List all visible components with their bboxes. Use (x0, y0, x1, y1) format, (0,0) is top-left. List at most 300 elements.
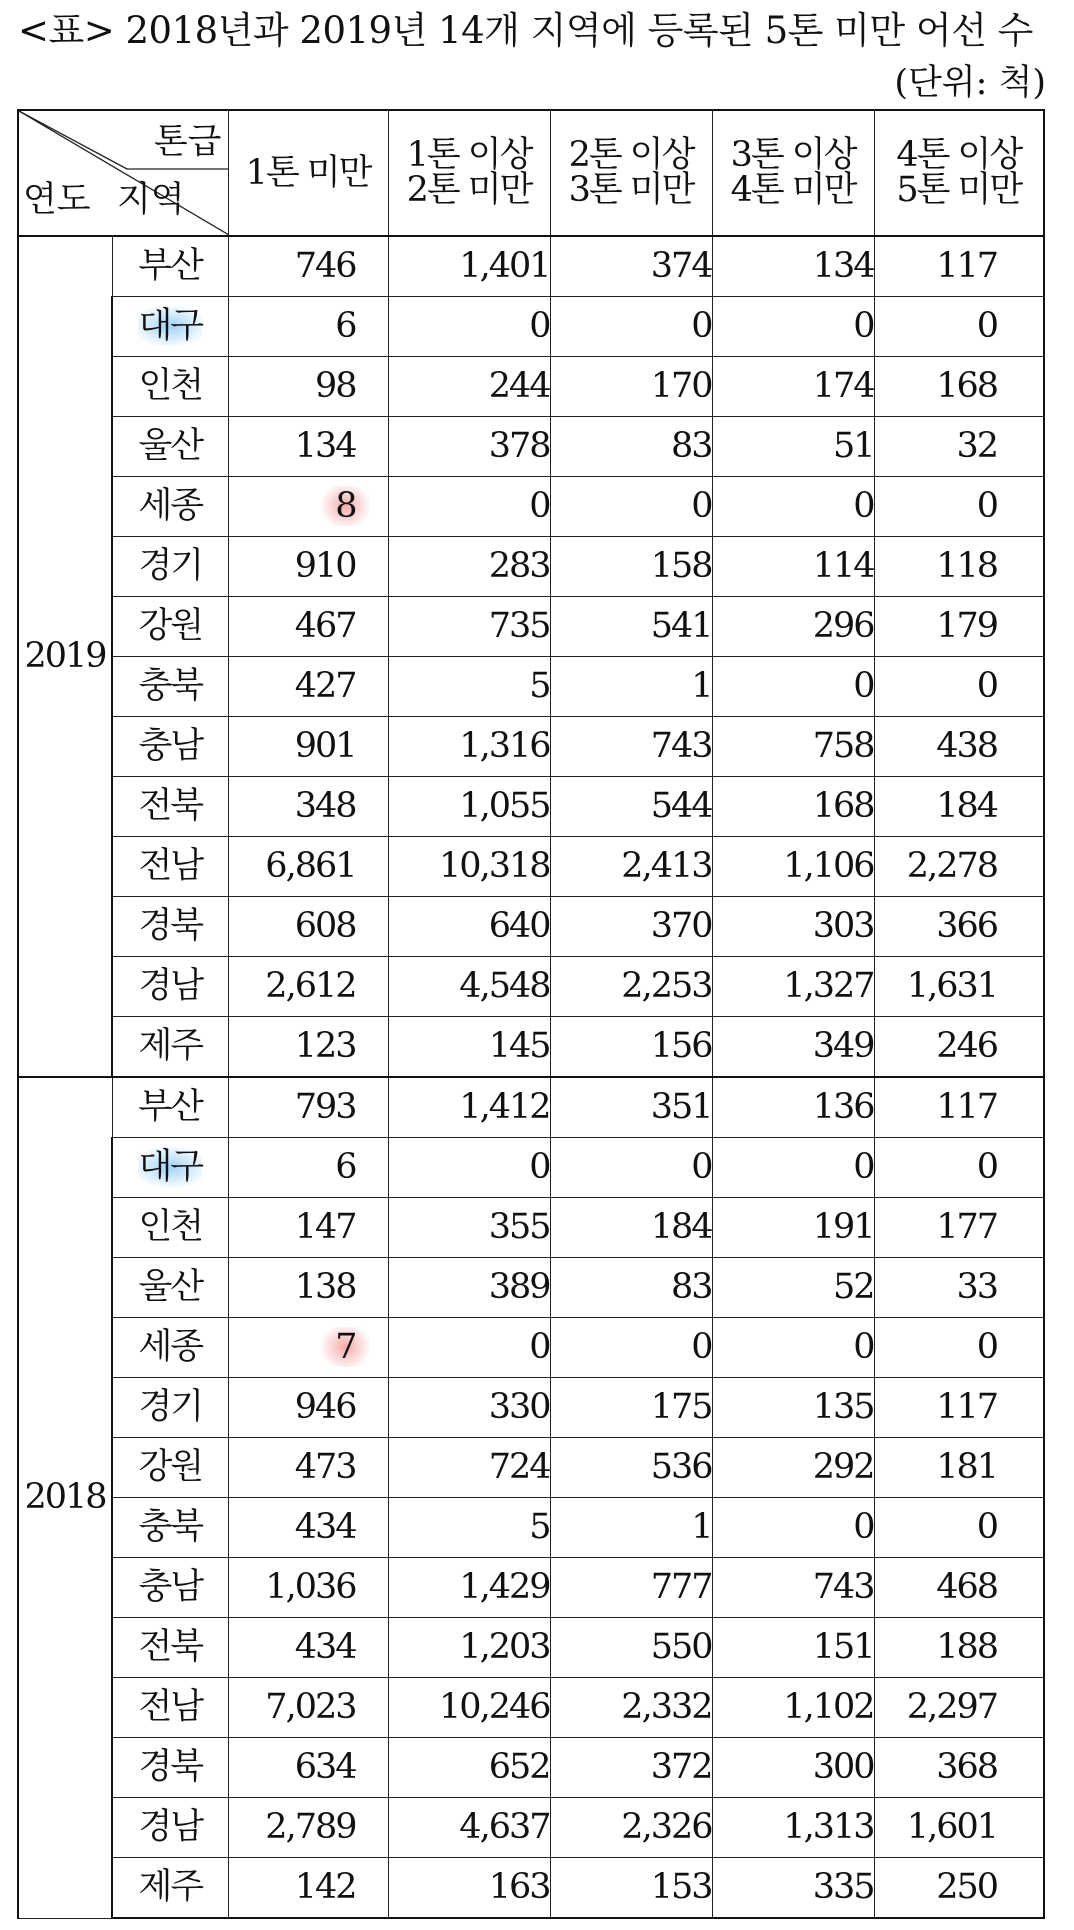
region-cell (112, 417, 228, 477)
value-text: 0 (853, 1507, 874, 1547)
value-cell (550, 1678, 712, 1738)
value-text: 246 (936, 1026, 997, 1066)
value-cell (550, 1438, 712, 1498)
value-text: 142 (294, 1867, 356, 1907)
value-text: 330 (488, 1387, 550, 1427)
region-label: 경기 (138, 1387, 203, 1427)
value-text: 438 (936, 726, 997, 766)
header-year-label: 연도 (23, 180, 91, 220)
value-text: 1,055 (459, 786, 550, 826)
value-text: 134 (294, 426, 356, 466)
value-cell (388, 777, 550, 837)
value-cell (228, 1798, 388, 1858)
value-cell (228, 1438, 388, 1498)
value-text: 250 (936, 1867, 997, 1907)
value-cell (874, 537, 1044, 597)
value-text: 0 (976, 1147, 997, 1187)
value-text: 244 (488, 366, 550, 406)
value-cell (388, 477, 550, 537)
value-text: 0 (853, 486, 874, 526)
value-text: 6 (335, 306, 356, 346)
value-cell (388, 1077, 550, 1138)
value-text: 283 (488, 546, 550, 586)
region-cell (112, 1858, 228, 1919)
column-header-line: 1톤 미만 (245, 152, 371, 193)
value-cell (388, 1318, 550, 1378)
value-cell (388, 717, 550, 777)
value-cell (712, 417, 874, 477)
value-text: 427 (294, 666, 356, 706)
value-cell (388, 297, 550, 357)
value-cell (550, 657, 712, 717)
value-cell (228, 1258, 388, 1318)
value-cell (874, 957, 1044, 1017)
region-label: 대구 (138, 1147, 203, 1187)
value-text: 541 (650, 606, 712, 646)
value-cell (712, 1798, 874, 1858)
value-text: 123 (294, 1026, 356, 1066)
value-cell (388, 1378, 550, 1438)
value-text: 0 (853, 306, 874, 346)
value-text: 910 (294, 546, 356, 586)
region-label: 대구 (138, 306, 203, 346)
value-cell (228, 1318, 388, 1378)
value-text: 0 (976, 1327, 997, 1367)
table-row (18, 1318, 1044, 1378)
value-text: 83 (670, 1267, 712, 1307)
value-cell (388, 1258, 550, 1318)
region-label: 전남 (138, 1687, 203, 1727)
table-row (18, 1798, 1044, 1858)
value-cell (712, 657, 874, 717)
value-text: 145 (488, 1026, 550, 1066)
region-cell (112, 1258, 228, 1318)
value-text: 1,401 (459, 246, 550, 286)
value-text: 434 (294, 1627, 356, 1667)
region-label: 울산 (138, 426, 203, 466)
value-cell (712, 1438, 874, 1498)
table-row (18, 537, 1044, 597)
value-cell (228, 957, 388, 1017)
region-label: 전북 (138, 1627, 203, 1667)
value-text: 550 (650, 1627, 712, 1667)
region-label: 충북 (138, 1507, 203, 1547)
value-text: 168 (812, 786, 874, 826)
value-cell (388, 597, 550, 657)
value-cell (228, 357, 388, 417)
value-cell (228, 1858, 388, 1919)
value-cell (550, 1138, 712, 1198)
corner-header-cell (18, 110, 228, 236)
region-label: 강원 (138, 606, 203, 646)
region-cell (112, 717, 228, 777)
value-cell (874, 297, 1044, 357)
value-cell (388, 1498, 550, 1558)
value-text: 1,327 (783, 966, 874, 1006)
value-cell (874, 1077, 1044, 1138)
value-cell (712, 1077, 874, 1138)
value-text: 5 (529, 1507, 550, 1547)
table-row (18, 897, 1044, 957)
value-cell (874, 1017, 1044, 1078)
region-cell (112, 957, 228, 1017)
table-row (18, 837, 1044, 897)
value-cell (874, 1858, 1044, 1919)
column-header-line: 4톤 이상 (896, 135, 1022, 175)
value-cell (228, 1138, 388, 1198)
region-cell (112, 1798, 228, 1858)
value-text: 0 (529, 1147, 550, 1187)
value-text: 117 (936, 1087, 997, 1127)
value-text: 134 (812, 246, 874, 286)
value-text: 174 (812, 366, 874, 406)
value-text: 372 (650, 1747, 712, 1787)
value-text: 32 (956, 426, 997, 466)
value-text: 473 (294, 1447, 356, 1487)
value-text: 51 (832, 426, 874, 466)
value-cell (550, 717, 712, 777)
value-text: 368 (936, 1747, 997, 1787)
column-header-line: 3톤 미만 (568, 170, 694, 210)
region-cell (112, 897, 228, 957)
value-cell (228, 657, 388, 717)
value-text: 135 (812, 1387, 874, 1427)
value-cell (712, 1738, 874, 1798)
year-cell: 2018 (18, 1077, 112, 1918)
value-cell (228, 1618, 388, 1678)
value-cell (388, 357, 550, 417)
value-text: 1,036 (265, 1567, 356, 1607)
value-text: 292 (812, 1447, 874, 1487)
value-text: 2,278 (906, 846, 997, 886)
value-text: 743 (812, 1567, 874, 1607)
value-text: 175 (650, 1387, 712, 1427)
value-text: 5 (529, 666, 550, 706)
value-text: 10,246 (439, 1687, 550, 1727)
value-cell (874, 417, 1044, 477)
value-cell (874, 837, 1044, 897)
value-cell (874, 357, 1044, 417)
value-cell (388, 1678, 550, 1738)
region-cell (112, 297, 228, 357)
value-cell (228, 1558, 388, 1618)
region-label: 강원 (138, 1447, 203, 1487)
value-text: 608 (294, 906, 356, 946)
value-text: 2,612 (265, 966, 356, 1006)
value-text: 184 (650, 1207, 712, 1247)
value-text: 348 (294, 786, 356, 826)
value-text: 901 (294, 726, 356, 766)
value-text: 10,318 (439, 846, 550, 886)
value-text: 724 (488, 1447, 550, 1487)
region-label: 경북 (138, 906, 203, 946)
value-text: 118 (936, 546, 997, 586)
table-row (18, 417, 1044, 477)
table-row (18, 1618, 1044, 1678)
value-text: 156 (650, 1026, 712, 1066)
region-label: 경남 (138, 1807, 203, 1847)
region-label: 세종 (138, 486, 203, 526)
table-row (18, 1258, 1044, 1318)
region-label: 충북 (138, 666, 203, 706)
value-cell (550, 1798, 712, 1858)
value-cell (228, 1498, 388, 1558)
header-grade-label: 톤급 (153, 122, 222, 162)
table-row (18, 1738, 1044, 1798)
value-text: 179 (936, 606, 997, 646)
column-header-line: 4톤 미만 (730, 170, 856, 210)
header-row (18, 110, 1044, 236)
region-cell (112, 1438, 228, 1498)
value-cell (550, 1858, 712, 1919)
value-text: 4,548 (459, 966, 550, 1006)
value-text: 4,637 (459, 1807, 550, 1847)
value-cell (712, 717, 874, 777)
value-cell (874, 236, 1044, 297)
value-cell (228, 477, 388, 537)
value-cell (712, 236, 874, 297)
value-cell (874, 1318, 1044, 1378)
value-cell (712, 1498, 874, 1558)
value-cell (550, 417, 712, 477)
value-cell (874, 1498, 1044, 1558)
value-text: 746 (294, 246, 356, 286)
region-cell (112, 657, 228, 717)
table-row (18, 1198, 1044, 1258)
value-cell (228, 597, 388, 657)
value-text: 758 (812, 726, 874, 766)
value-cell (712, 1618, 874, 1678)
value-text: 0 (976, 1507, 997, 1547)
value-text: 151 (812, 1627, 874, 1667)
column-header (388, 110, 550, 236)
region-cell (112, 1077, 228, 1138)
value-text: 1,429 (459, 1567, 550, 1607)
value-text: 370 (650, 906, 712, 946)
value-cell (388, 537, 550, 597)
region-label: 경남 (138, 966, 203, 1006)
column-header-line: 5톤 미만 (896, 170, 1022, 210)
value-text: 0 (529, 486, 550, 526)
table-title: <표> 2018년과 2019년 14개 지역에 등록된 5톤 미만 어선 수 (18, 9, 1033, 52)
value-text: 1,316 (459, 726, 550, 766)
value-text: 793 (294, 1087, 356, 1127)
value-cell (550, 477, 712, 537)
table-row (18, 597, 1044, 657)
value-text: 114 (812, 546, 874, 586)
value-text: 735 (488, 606, 550, 646)
value-cell (874, 1138, 1044, 1198)
value-text: 1 (691, 666, 712, 706)
region-cell (112, 537, 228, 597)
value-cell (550, 957, 712, 1017)
region-cell (112, 597, 228, 657)
table-row (18, 777, 1044, 837)
region-cell (112, 236, 228, 297)
value-text: 634 (294, 1747, 356, 1787)
value-cell (388, 657, 550, 717)
region-label: 제주 (138, 1026, 203, 1066)
value-cell (712, 777, 874, 837)
value-text: 188 (936, 1627, 997, 1667)
value-text: 136 (812, 1087, 874, 1127)
value-cell (550, 1017, 712, 1078)
column-header-line: 1톤 이상 (406, 135, 532, 175)
value-text: 2,413 (621, 846, 712, 886)
region-cell (112, 1378, 228, 1438)
region-cell (112, 1678, 228, 1738)
value-text: 0 (976, 306, 997, 346)
value-text: 300 (812, 1747, 874, 1787)
value-text: 303 (812, 906, 874, 946)
value-cell (550, 1077, 712, 1138)
value-text: 2,789 (265, 1807, 356, 1847)
value-text: 158 (650, 546, 712, 586)
value-cell (388, 1618, 550, 1678)
value-cell (550, 297, 712, 357)
value-text: 168 (936, 366, 997, 406)
region-label: 부산 (138, 1087, 202, 1127)
value-cell (228, 297, 388, 357)
value-cell (712, 897, 874, 957)
value-text: 434 (294, 1507, 356, 1547)
value-text: 191 (812, 1207, 874, 1247)
value-text: 7 (321, 1327, 369, 1367)
region-cell (112, 1558, 228, 1618)
column-header (550, 110, 712, 236)
value-text: 117 (936, 246, 997, 286)
value-cell (712, 477, 874, 537)
value-text: 335 (812, 1867, 874, 1907)
value-text: 7,023 (265, 1687, 356, 1727)
table-row (18, 236, 1044, 297)
region-cell (112, 357, 228, 417)
value-text: 468 (936, 1567, 997, 1607)
value-cell (388, 1558, 550, 1618)
value-cell (228, 1378, 388, 1438)
value-cell (388, 1438, 550, 1498)
region-cell (112, 1198, 228, 1258)
value-cell (550, 357, 712, 417)
value-cell (228, 897, 388, 957)
value-cell (874, 777, 1044, 837)
value-text: 98 (314, 366, 356, 406)
table-row (18, 957, 1044, 1017)
region-label: 인천 (138, 366, 203, 406)
value-cell (388, 957, 550, 1017)
value-text: 0 (976, 486, 997, 526)
value-cell (550, 1198, 712, 1258)
table-row (18, 1017, 1044, 1078)
value-cell (712, 1318, 874, 1378)
value-cell (550, 1258, 712, 1318)
value-text: 2,326 (621, 1807, 712, 1847)
value-cell (550, 1498, 712, 1558)
value-text: 138 (294, 1267, 356, 1307)
value-cell (388, 1738, 550, 1798)
value-text: 0 (853, 666, 874, 706)
value-cell (874, 717, 1044, 777)
value-cell (712, 1017, 874, 1078)
value-text: 366 (936, 906, 997, 946)
value-cell (388, 1198, 550, 1258)
value-text: 6 (335, 1147, 356, 1187)
value-cell (228, 1738, 388, 1798)
value-cell (550, 537, 712, 597)
value-text: 946 (294, 1387, 356, 1427)
value-text: 0 (853, 1327, 874, 1367)
table-row (18, 357, 1044, 417)
table-row (18, 1858, 1044, 1919)
value-text: 1 (691, 1507, 712, 1547)
value-text: 2,253 (621, 966, 712, 1006)
value-text: 52 (832, 1267, 874, 1307)
region-label: 울산 (138, 1267, 203, 1307)
table-row (18, 1498, 1044, 1558)
value-cell (388, 1858, 550, 1919)
value-cell (388, 1798, 550, 1858)
table-row (18, 1558, 1044, 1618)
region-label: 세종 (138, 1327, 203, 1367)
region-cell (112, 1017, 228, 1078)
value-cell (874, 477, 1044, 537)
column-header-line: 2톤 미만 (406, 170, 532, 210)
value-cell (550, 1738, 712, 1798)
value-cell (712, 957, 874, 1017)
value-text: 1,601 (906, 1807, 997, 1847)
value-cell (550, 236, 712, 297)
value-text: 1,631 (906, 966, 997, 1006)
value-cell (550, 1558, 712, 1618)
column-header-line: 3톤 이상 (730, 135, 856, 175)
value-text: 378 (488, 426, 550, 466)
value-cell (228, 837, 388, 897)
value-cell (874, 1258, 1044, 1318)
value-cell (228, 1198, 388, 1258)
region-cell (112, 1738, 228, 1798)
value-cell (550, 897, 712, 957)
column-header (712, 110, 874, 236)
header-region-label: 지역 (117, 180, 185, 220)
value-text: 8 (321, 486, 369, 526)
value-text: 2,297 (906, 1687, 997, 1727)
value-cell (228, 777, 388, 837)
value-cell (712, 1678, 874, 1738)
table-row (18, 477, 1044, 537)
value-cell (388, 417, 550, 477)
value-cell (874, 1738, 1044, 1798)
table-row (18, 1678, 1044, 1738)
value-text: 0 (529, 306, 550, 346)
region-cell (112, 1498, 228, 1558)
year-cell: 2019 (18, 236, 112, 1077)
value-cell (712, 1138, 874, 1198)
value-text: 147 (294, 1207, 356, 1247)
value-cell (712, 297, 874, 357)
value-text: 177 (936, 1207, 997, 1247)
value-text: 467 (294, 606, 356, 646)
region-label: 충남 (138, 1567, 203, 1607)
region-cell (112, 777, 228, 837)
value-text: 0 (691, 1147, 712, 1187)
value-cell (228, 1077, 388, 1138)
value-cell (874, 1558, 1044, 1618)
value-cell (712, 1858, 874, 1919)
region-label: 제주 (138, 1867, 203, 1907)
value-text: 0 (691, 306, 712, 346)
value-text: 743 (650, 726, 712, 766)
region-label: 전남 (138, 846, 203, 886)
